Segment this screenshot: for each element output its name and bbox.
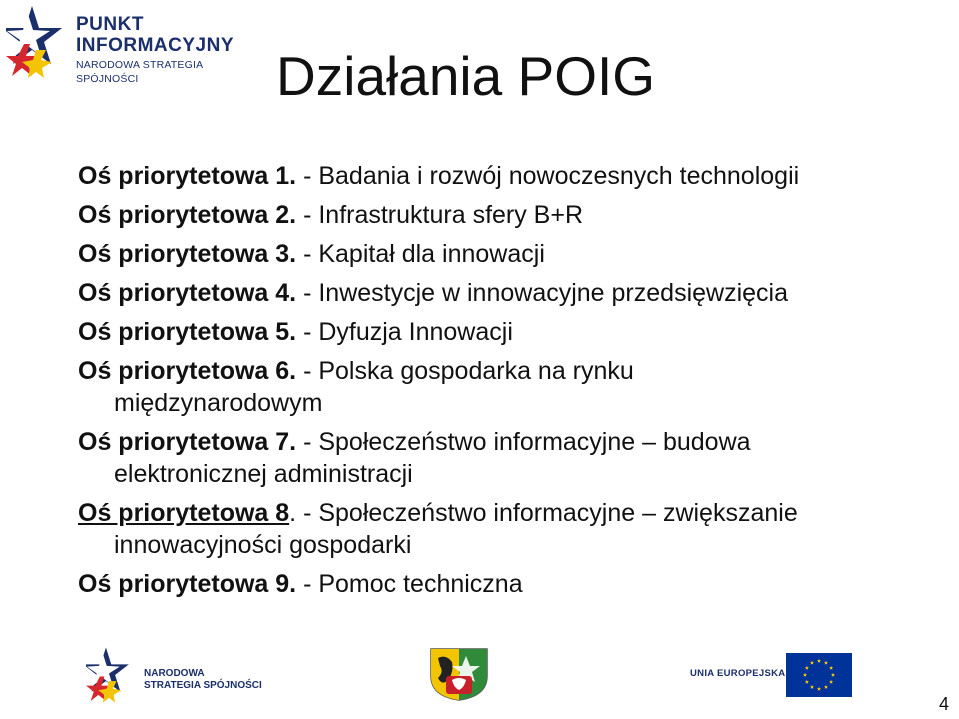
- axis-description: - Pomoc techniczna: [296, 570, 523, 598]
- nss-line-2: STRATEGIA SPÓJNOŚCI: [144, 680, 262, 691]
- punkt-informacyjny-logo: [6, 4, 256, 85]
- eu-flag-icon: [786, 653, 852, 697]
- logo-line-1: PUNKT: [76, 14, 144, 35]
- axis-label: Oś priorytetowa 4.: [78, 279, 297, 307]
- axis-description: - Infrastruktura sfery B+R: [296, 201, 584, 229]
- nss-footer-logo: [86, 646, 286, 706]
- list-item: [78, 160, 938, 192]
- axis-label: Oś priorytetowa 5.: [78, 318, 297, 346]
- axis-description: - Kapitał dla innowacji: [296, 240, 545, 268]
- page-title: Działania POIG: [276, 45, 656, 107]
- list-item: [78, 316, 938, 348]
- axis-label: Oś priorytetowa 1.: [78, 162, 297, 190]
- logo-line-2: INFORMACYJNY: [76, 35, 235, 56]
- axis-description: - Inwestycje w innowacyjne przedsięwzięcia: [296, 279, 788, 307]
- coat-of-arms-icon: [428, 646, 490, 702]
- axis-description: - Dyfuzja Innowacji: [296, 318, 513, 346]
- axis-label: Oś priorytetowa 9.: [78, 570, 297, 598]
- eu-label: UNIA EUROPEJSKA: [690, 668, 786, 679]
- axis-description: - Badania i rozwój nowoczesnych technologii: [296, 162, 800, 190]
- priority-axis-list: [78, 160, 938, 607]
- axis-label: Oś priorytetowa 3.: [78, 240, 297, 268]
- list-item: [78, 426, 938, 490]
- nss-star-icon: [6, 4, 66, 80]
- list-item: [78, 355, 938, 419]
- list-item: [78, 568, 938, 600]
- axis-description: . - Społeczeństwo informacyjne – zwiększanie: [289, 499, 798, 527]
- axis-description-cont: innowacyjności gospodarki: [114, 531, 412, 559]
- nss-star-icon: [86, 646, 132, 704]
- axis-label-link[interactable]: Oś priorytetowa 8: [78, 499, 290, 527]
- axis-description-cont: międzynarodowym: [114, 389, 323, 417]
- axis-label: Oś priorytetowa 7.: [78, 428, 297, 456]
- axis-description-cont: elektronicznej administracji: [114, 460, 413, 488]
- page-number: 4: [938, 694, 949, 714]
- list-item: [78, 238, 938, 270]
- list-item: [78, 277, 938, 309]
- logo-line-3: NARODOWA STRATEGIA SPÓJNOŚCI: [76, 59, 203, 85]
- axis-description: - Społeczeństwo informacyjne – budowa: [296, 428, 751, 456]
- footer-logos: [0, 640, 959, 719]
- axis-label: Oś priorytetowa 6.: [78, 357, 297, 385]
- list-item: [78, 497, 938, 561]
- nss-line-1: NARODOWA: [144, 668, 205, 679]
- list-item: [78, 199, 938, 231]
- axis-label: Oś priorytetowa 2.: [78, 201, 297, 229]
- axis-description: - Polska gospodarka na rynku: [296, 357, 634, 385]
